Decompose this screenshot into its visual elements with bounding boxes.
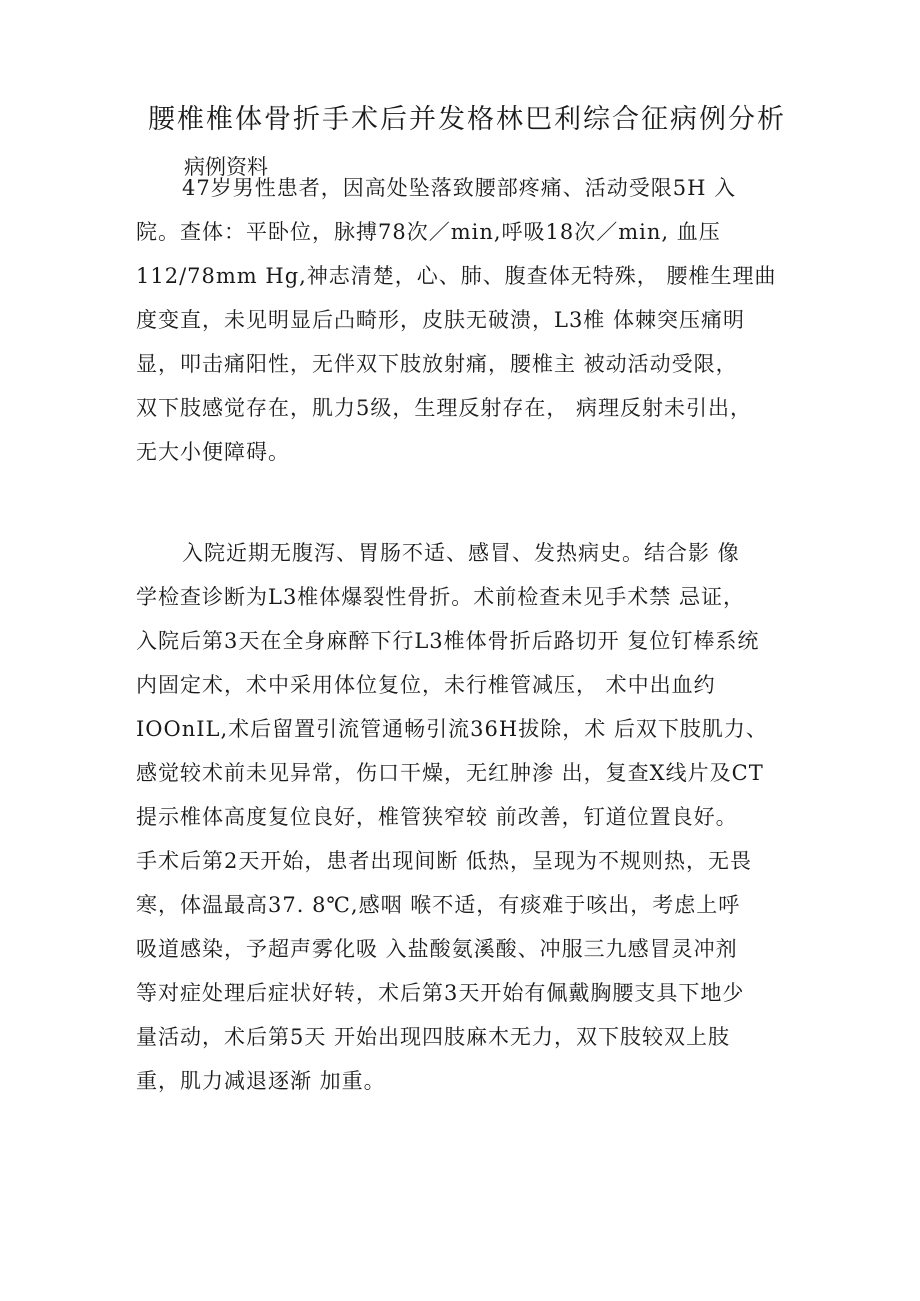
text-line: 度变直，未见明显后凸畸形，皮肤无破溃，L3椎 体棘突压痛明: [136, 308, 745, 332]
text-line: 等对症处理后症状好转，术后第3天开始有佩戴胸腰支具下地少: [136, 981, 745, 1005]
document-title: 腰椎椎体骨折手术后并发格林巴利综合征病例分析: [148, 104, 786, 135]
text-line: 寒，体温最高37. 8℃,感咽 喉不适，有痰难于咳出，考虑上呼: [136, 893, 741, 917]
text-line: 入院近期无腹泻、胃肠不适、感冒、发热病史。结合影 像: [182, 541, 740, 565]
text-line: IOOnIL,术后留置引流管通畅引流36H拔除，术 后双下肢肌力、: [136, 717, 768, 741]
section-heading: 病例资料: [184, 155, 268, 179]
text-line: 手术后第2天开始，患者出现间断 低热，呈现为不规则热，无畏: [136, 849, 753, 873]
text-line: 入院后第3天在全身麻醉下行L3椎体骨折后路切开 复位钉棒系统: [136, 629, 760, 653]
text-line: 感觉较术前未见异常，伤口干燥，无红肿渗 出，复查X线片及CT: [136, 761, 764, 785]
text-line: 院。查体：平卧位，脉搏78次／min,呼吸18次／min, 血压: [136, 220, 721, 244]
text-line: 量活动，术后第5天 开始出现四肢麻木无力，双下肢较双上肢: [136, 1025, 731, 1049]
text-line: 无大小便障碍。: [136, 440, 290, 464]
text-line: 内固定术，术中采用体位复位，未行椎管减压， 术中出血约: [136, 673, 716, 697]
text-line: 提示椎体高度复位良好，椎管狭窄较 前改善，钉道位置良好。: [136, 805, 738, 829]
paragraph-case-presentation: [136, 166, 796, 474]
text-line: 重，肌力减退逐渐 加重。: [136, 1069, 386, 1093]
text-line: 吸道感染，予超声雾化吸 入盐酸氨溪酸、冲服三九感冒灵冲剂: [136, 937, 738, 961]
paragraph-clinical-course: [136, 531, 796, 1103]
text-line: 47岁男性患者，因高处坠落致腰部疼痛、活动受限5H 入: [182, 176, 737, 200]
text-line: 双下肢感觉存在，肌力5级，生理反射存在， 病理反射未引出，: [136, 396, 753, 420]
text-line: 学检查诊断为L3椎体爆裂性骨折。术前检查未见手术禁 忌证，: [136, 585, 745, 609]
text-line: 112/78mm Hg,神志清楚，心、肺、腹查体无特殊， 腰椎生理曲: [136, 264, 777, 288]
text-line: 显，叩击痛阳性，无伴双下肢放射痛，腰椎主 被动活动受限，: [136, 352, 738, 376]
